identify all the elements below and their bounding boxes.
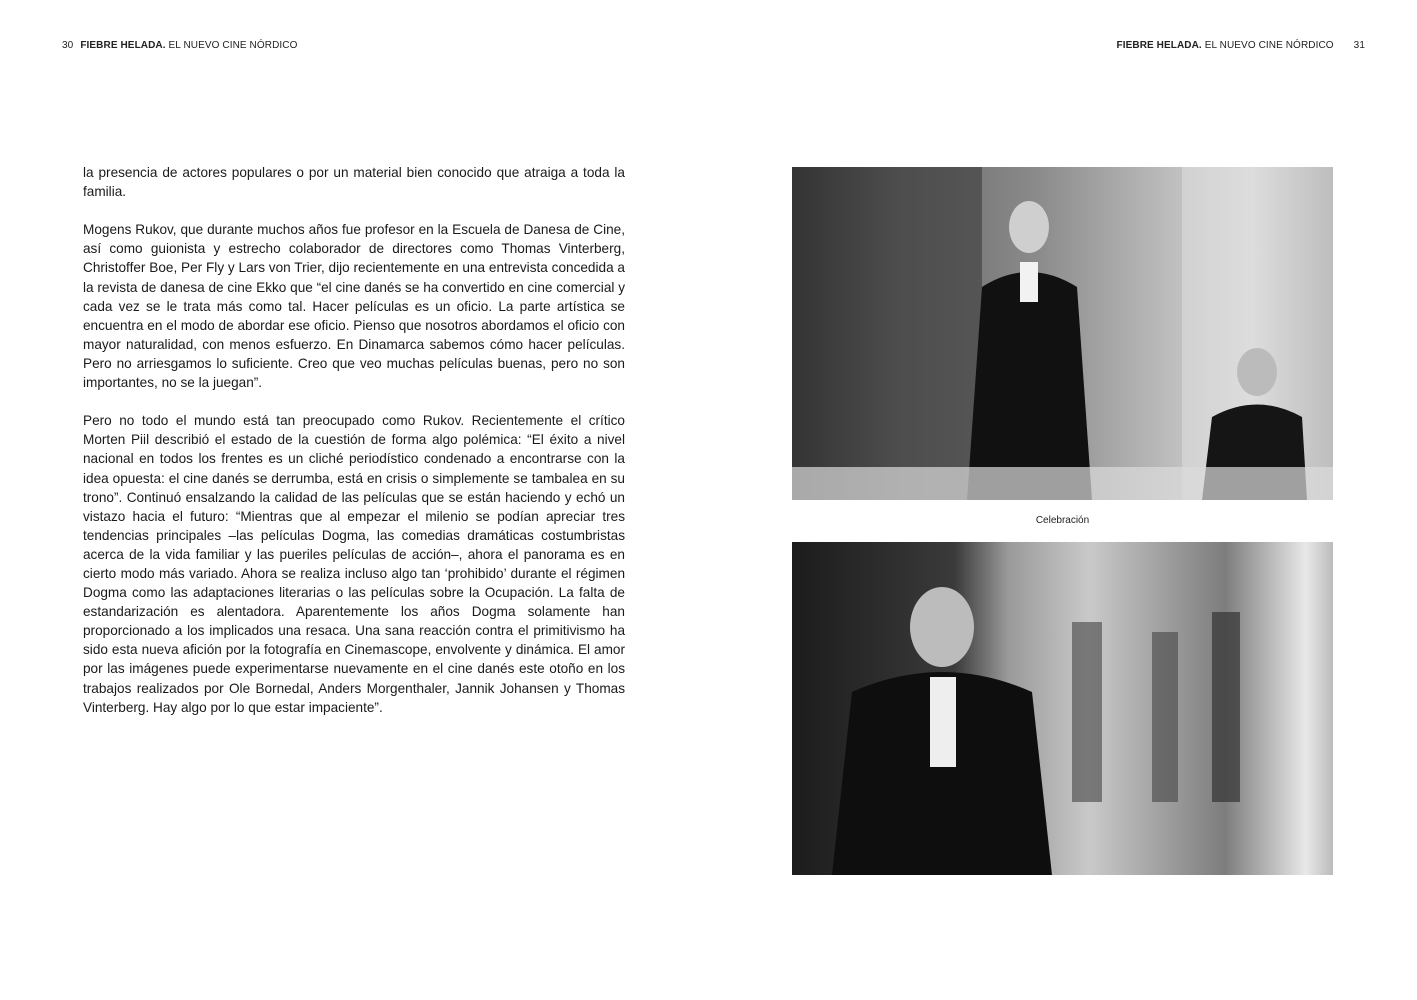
body-text	[83, 163, 625, 736]
paragraph: la presencia de actores populares o por un material bien conocido que atraiga a toda la familia.	[83, 165, 625, 200]
page-number-right: 31	[1353, 40, 1365, 51]
running-header-right	[1117, 40, 1365, 51]
running-header-left	[62, 40, 297, 51]
photo-man-lighting-cigarette	[792, 542, 1333, 875]
book-title-bold: FIEBRE HELADA.	[80, 40, 166, 51]
page-number-left: 30	[62, 40, 74, 51]
photo-caption: Celebración	[1035, 515, 1090, 526]
book-subtitle: EL NUEVO CINE NÓRDICO	[1201, 40, 1334, 51]
book-title-bold: FIEBRE HELADA.	[1116, 40, 1202, 51]
paragraph: Mogens Rukov, que durante muchos años fue profesor en la Escuela de Danesa de Cine, así como guionista y estrecho colaborador de directores como Thomas Vinterberg, Christoffer Boe, Per Fly y Lars von Trier, dijo recientemente en una entrevista concedida a la revista de danesa de cine Ekko que “el cine danés se ha convertido en cine comercial y cada vez se le trata más como tal. Hacer películas es un oficio. La parte artística se encuentra en el modo de abordar ese oficio. Pienso que nosotros abordamos el oficio con mayor naturalidad, con menos esfuerzo. En Dinamarca sabemos cómo hacer películas. Pero no arriesgamos lo suficiente. Creo que veo muchas películas buenas, pero no son importantes, no se la juegan”.	[83, 222, 625, 391]
book-subtitle: EL NUEVO CINE NÓRDICO	[165, 40, 298, 51]
paragraph: Pero no todo el mundo está tan preocupado como Rukov. Recientemente el crítico Morten Piil describió el estado de la cuestión de forma algo polémica: “El éxito a nivel nacional en todos los frentes es un cliché periodístico condenado a encontrarse con la idea opuesta: el cine danés se derrumba, está en crisis o simplemente se tambalea en su trono”. Continuó ensalzando la calidad de las películas que se están haciendo y echó un vistazo hacia el futuro: “Mientras que al empezar el milenio se podían apreciar tres tendencias principales –las películas Dogma, las comedias dramáticas costumbristas acerca de la vida familiar y las pueriles películas de acción–, ahora el panorama es en cierto modo más variado. Ahora se realiza incluso algo tan ‘prohibido’ durante el régimen Dogma como las adaptaciones literarias o las películas sobre la Ocupación. La falta de estandarización es alentadora. Aparentemente los años Dogma solamente han proporcionado a los implicados una resaca. Una sana reacción contra el primitivismo ha sido esta nueva afición por la fotografía en Cinemascope, envolvente y dinámica. El amor por las imágenes puede experimentarse nuevamente en el cine danés este otoño en los trabajos realizados por Ole Bornedal, Anders Morgenthaler, Jannik Johansen y Thomas Vinterberg. Hay algo por lo que estar impaciente”.	[83, 413, 625, 715]
photo-standing-man-dinner	[792, 167, 1333, 500]
